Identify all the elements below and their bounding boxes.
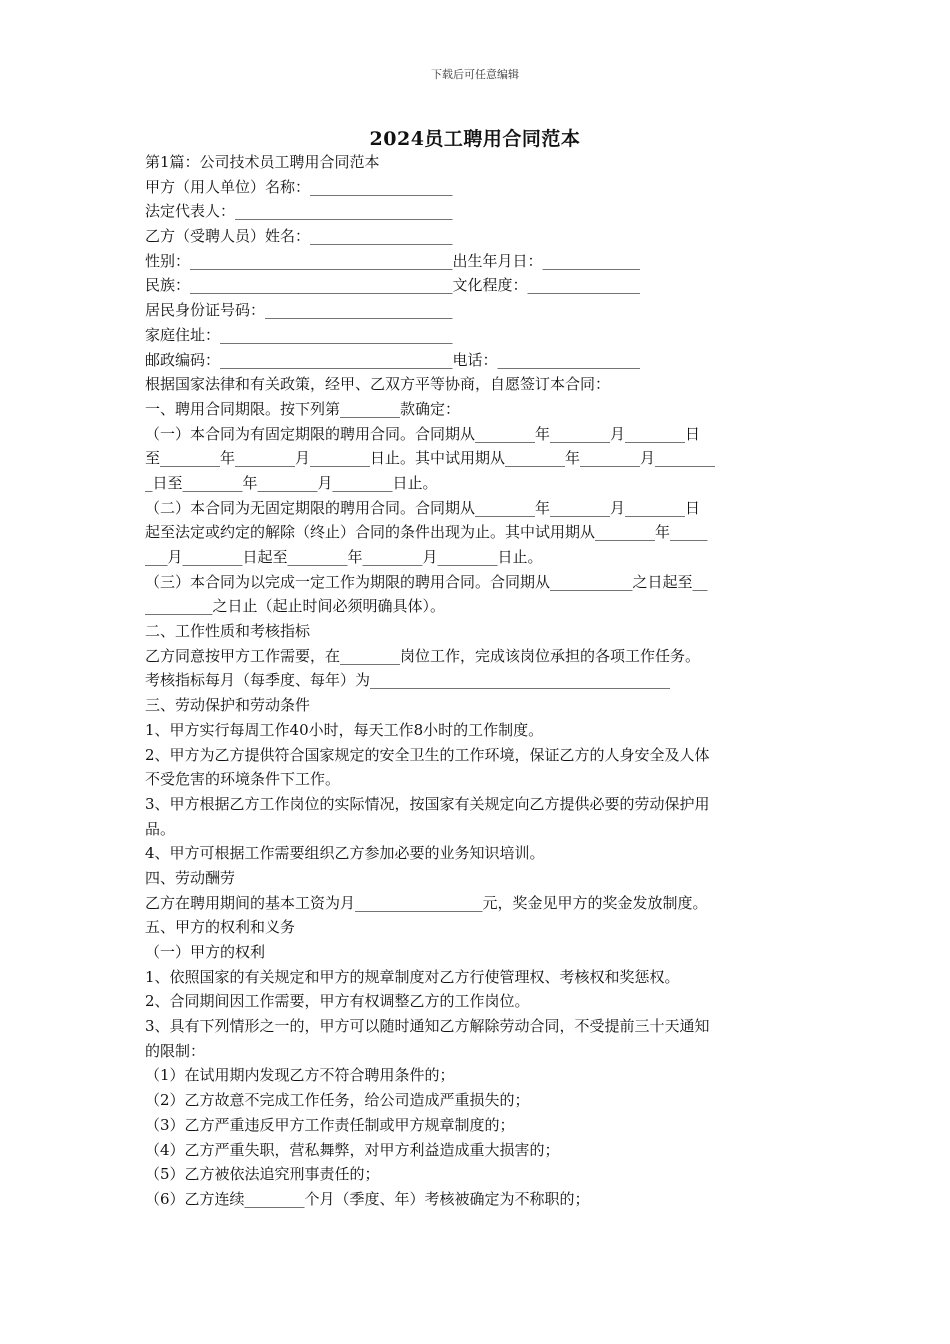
contract-line: （4）乙方严重失职，营私舞弊，对甲方利益造成重大损害的； (145, 1140, 560, 1159)
page-header: 下载后可任意编辑 (431, 68, 519, 81)
contract-line: 性别：___________________________________出生年月日：_____________ (145, 251, 641, 270)
contract-line: （2）乙方故意不完成工作任务，给公司造成严重损失的； (145, 1091, 530, 1110)
contract-line: 3、甲方根据乙方工作岗位的实际情况，按国家有关规定向乙方提供必要的劳动保护用 (145, 794, 710, 813)
contract-line: （3）乙方严重违反甲方工作责任制或甲方规章制度的； (145, 1115, 515, 1134)
contract-line: _日至________年________月________日止。 (145, 473, 438, 492)
document-title: 2024员工聘用合同范本 (369, 128, 581, 150)
contract-line: _________之日止（起止时间必须明确具体）。 (145, 597, 446, 616)
contract-line: 3、具有下列情形之一的，甲方可以随时通知乙方解除劳动合同，不受提前三十天通知 (145, 1017, 710, 1036)
contract-line: 二、工作性质和考核指标 (145, 622, 311, 641)
contract-line: 乙方（受聘人员）姓名：___________________ (145, 227, 453, 246)
contract-line: 邮政编码：_______________________________电话：___________________ (145, 350, 641, 369)
contract-line: 家庭住址：_______________________________ (145, 325, 453, 344)
contract-line: 法定代表人：_____________________________ (145, 202, 453, 221)
contract-line: （一）本合同为有固定期限的聘用合同。合同期从________年________月________日 (145, 424, 701, 443)
contract-line: ___月________日起至________年________月________日止。 (145, 548, 543, 566)
contract-line: 至________年________月________日止。其中试用期从________年________月________ (145, 449, 716, 468)
contract-line: 甲方（用人单位）名称：___________________ (145, 177, 453, 196)
contract-line: 民族：___________________________________文化程度：_______________ (145, 276, 641, 295)
contract-line: 四、劳动酬劳 (145, 868, 236, 887)
contract-line: 2、合同期间因工作需要，甲方有权调整乙方的工作岗位。 (145, 992, 530, 1011)
contract-line: 起至法定或约定的解除（终止）合同的条件出现为止。其中试用期从________年_____ (145, 523, 708, 542)
contract-line: （二）本合同为无固定期限的聘用合同。合同期从________年________月________日 (145, 498, 701, 517)
contract-line: 乙方同意按甲方工作需要，在________岗位工作，完成该岗位承担的各项工作任务。 (145, 646, 701, 665)
contract-line: 一、聘用合同期限。按下列第________款确定： (145, 399, 461, 418)
contract-line: 五、甲方的权利和义务 (145, 918, 296, 937)
contract-line: 三、劳动保护和劳动条件 (145, 696, 311, 715)
contract-line: 乙方在聘用期间的基本工资为月_________________元，奖金见甲方的奖金发放制度。 (145, 893, 708, 912)
contract-line: 考核指标每月（每季度、每年）为________________________________________ (145, 671, 671, 690)
contract-line: 2、甲方为乙方提供符合国家规定的安全卫生的工作环境，保证乙方的人身安全及人体 (145, 745, 710, 764)
contract-body (145, 150, 805, 1212)
contract-line: 品。 (145, 819, 176, 838)
contract-line: 居民身份证号码：_________________________ (145, 301, 453, 320)
contract-line: （6）乙方连续________个月（季度、年）考核被确定为不称职的； (145, 1189, 590, 1208)
contract-line: （1）在试用期内发现乙方不符合聘用条件的； (145, 1066, 455, 1085)
contract-line: 1、甲方实行每周工作40小时，每天工作8小时的工作制度。 (145, 720, 544, 739)
contract-line: 根据国家法律和有关政策，经甲、乙双方平等协商，自愿签订本合同： (145, 375, 611, 394)
contract-line: （一）甲方的权利 (145, 943, 266, 961)
contract-line: 第1篇：公司技术员工聘用合同范本 (145, 153, 380, 171)
contract-line: （5）乙方被依法追究刑事责任的； (145, 1165, 380, 1184)
contract-line: 1、依照国家的有关规定和甲方的规章制度对乙方行使管理权、考核权和奖惩权。 (145, 967, 680, 986)
contract-line: 4、甲方可根据工作需要组织乙方参加必要的业务知识培训。 (145, 844, 545, 863)
contract-line: 的限制： (145, 1041, 206, 1060)
contract-line: 不受危害的环境条件下工作。 (145, 770, 341, 789)
contract-line: （三）本合同为以完成一定工作为期限的聘用合同。合同期从___________之日起至__ (145, 572, 708, 591)
